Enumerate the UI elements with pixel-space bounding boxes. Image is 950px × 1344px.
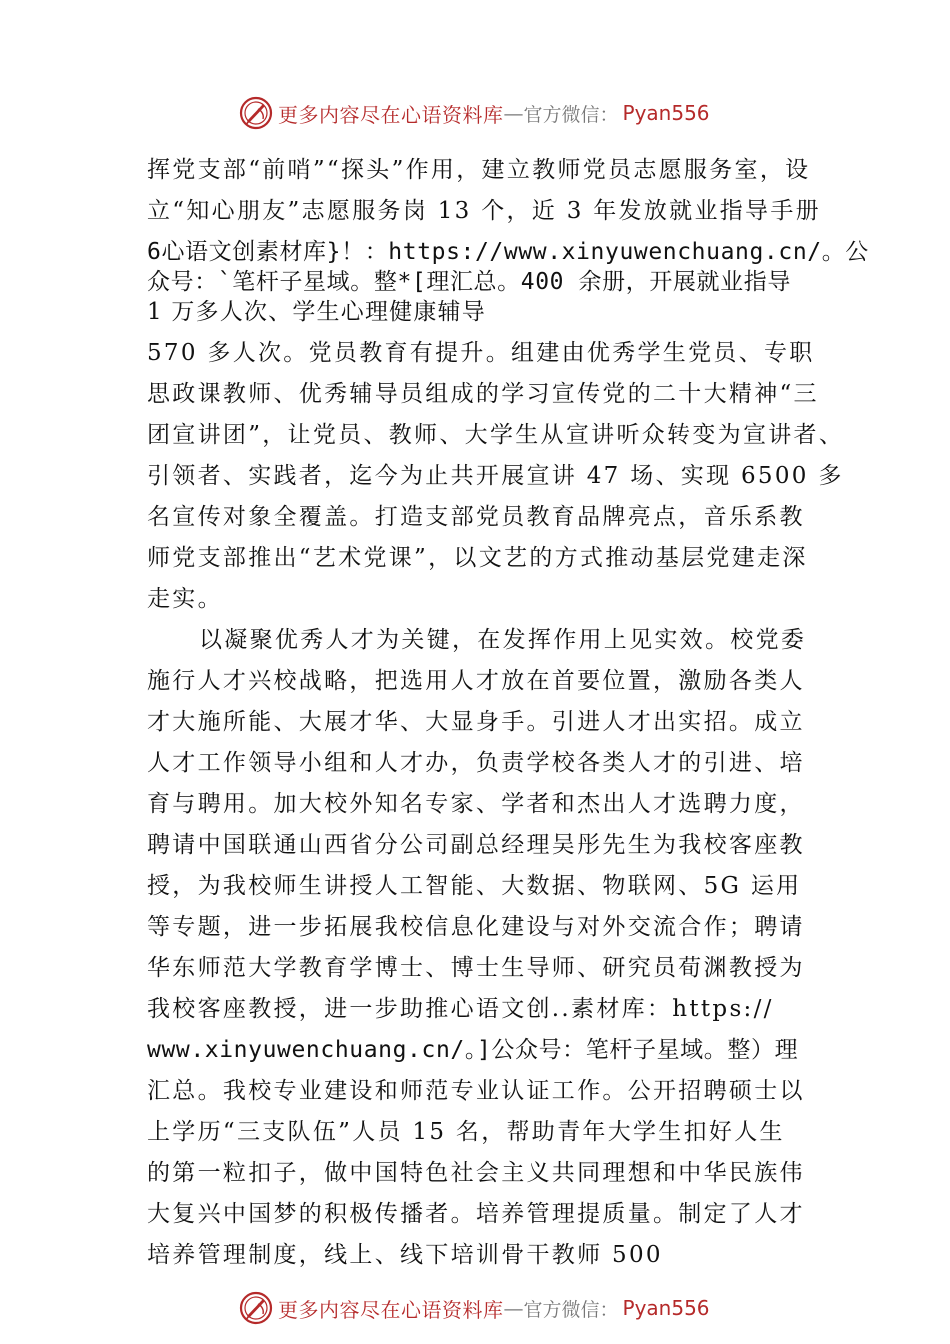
banner-wechat-id: Pyan556 xyxy=(622,101,710,125)
text-line: 师党支部推出“艺术党课”，以文艺的方式推动基层党建走深 xyxy=(147,545,808,571)
text-line: 施行人才兴校战略，把选用人才放在首要位置，激励各类人 xyxy=(147,668,805,694)
banner-separator: — xyxy=(503,1296,524,1320)
text-line: 我校客座教授，进一步助推心语文创..素材库：https:// xyxy=(147,996,774,1022)
text-line: 团宣讲团”，让党员、教师、大学生从宣讲听众转变为宣讲者、 xyxy=(147,422,845,448)
text-line: 众号：`笔杆子星域。整*[理汇总。400 余册，开展就业指导 xyxy=(147,269,791,295)
text-line: 的第一粒扣子，做中国特色社会主义共同理想和中华民族伟 xyxy=(147,1160,805,1186)
text-line: 授，为我校师生讲授人工智能、大数据、物联网、5G 运用 xyxy=(147,873,802,899)
banner-separator: — xyxy=(503,101,524,125)
quill-logo-icon xyxy=(238,95,274,131)
text-line: 汇总。我校专业建设和师范专业认证工作。公开招聘硕士以 xyxy=(147,1078,805,1104)
text-line: 挥党支部“前哨”“探头”作用，建立教师党员志愿服务室，设 xyxy=(147,157,811,183)
footer-banner xyxy=(0,1290,950,1326)
text-line: 聘请中国联通山西省分公司副总经理吴彤先生为我校客座教 xyxy=(147,832,805,858)
text-line: 人才工作领导小组和人才办，负责学校各类人才的引进、培 xyxy=(147,750,805,776)
banner-title: 更多内容尽在心语资料库 xyxy=(278,1297,504,1322)
banner-wechat-label: 官方微信： xyxy=(523,103,619,126)
header-banner xyxy=(0,95,950,131)
text-line: 570 多人次。党员教育有提升。组建由优秀学生党员、专职 xyxy=(147,340,815,366)
text-line: 名宣传对象全覆盖。打造支部党员教育品牌亮点，音乐系教 xyxy=(147,504,805,530)
text-line: 思政课教师、优秀辅导员组成的学习宣传党的二十大精神“三 xyxy=(147,381,819,407)
text-line: 立“知心朋友”志愿服务岗 13 个，近 3 年发放就业指导手册 xyxy=(147,198,821,224)
text-line: 才大施所能、大展才华、大显身手。引进人才出实招。成立 xyxy=(147,709,805,735)
text-line: 走实。 xyxy=(147,586,223,612)
text-line: 6心语文创素材库}！：https://www.xinyuwenchuang.cn/。公 xyxy=(147,239,869,265)
text-line: 1 万多人次、学生心理健康辅导 xyxy=(147,299,486,325)
text-line: 培养管理制度，线上、线下培训骨干教师 500 xyxy=(147,1242,663,1268)
paragraph-first-line: 以凝聚优秀人才为关键，在发挥作用上见实效。校党委 xyxy=(199,627,807,653)
text-line: 等专题，进一步拓展我校信息化建设与对外交流合作；聘请 xyxy=(147,914,805,940)
text-line: 育与聘用。加大校外知名专家、学者和杰出人才选聘力度， xyxy=(147,791,805,817)
text-line: 上学历“三支队伍”人员 15 名，帮助青年大学生扣好人生 xyxy=(147,1119,785,1145)
banner-wechat-id: Pyan556 xyxy=(622,1296,710,1320)
text-line: 大复兴中国梦的积极传播者。培养管理提质量。制定了人才 xyxy=(147,1201,805,1227)
text-line: www.xinyuwenchuang.cn/。]公众号：笔杆子星域。整）理 xyxy=(147,1037,799,1063)
text-line: 引领者、实践者，迄今为止共开展宣讲 47 场、实现 6500 多 xyxy=(147,463,844,489)
quill-logo-icon xyxy=(238,1290,274,1326)
banner-title: 更多内容尽在心语资料库 xyxy=(278,102,504,127)
banner-wechat-label: 官方微信： xyxy=(523,1298,619,1321)
text-line: 华东师范大学教育学博士、博士生导师、研究员荀渊教授为 xyxy=(147,955,805,981)
